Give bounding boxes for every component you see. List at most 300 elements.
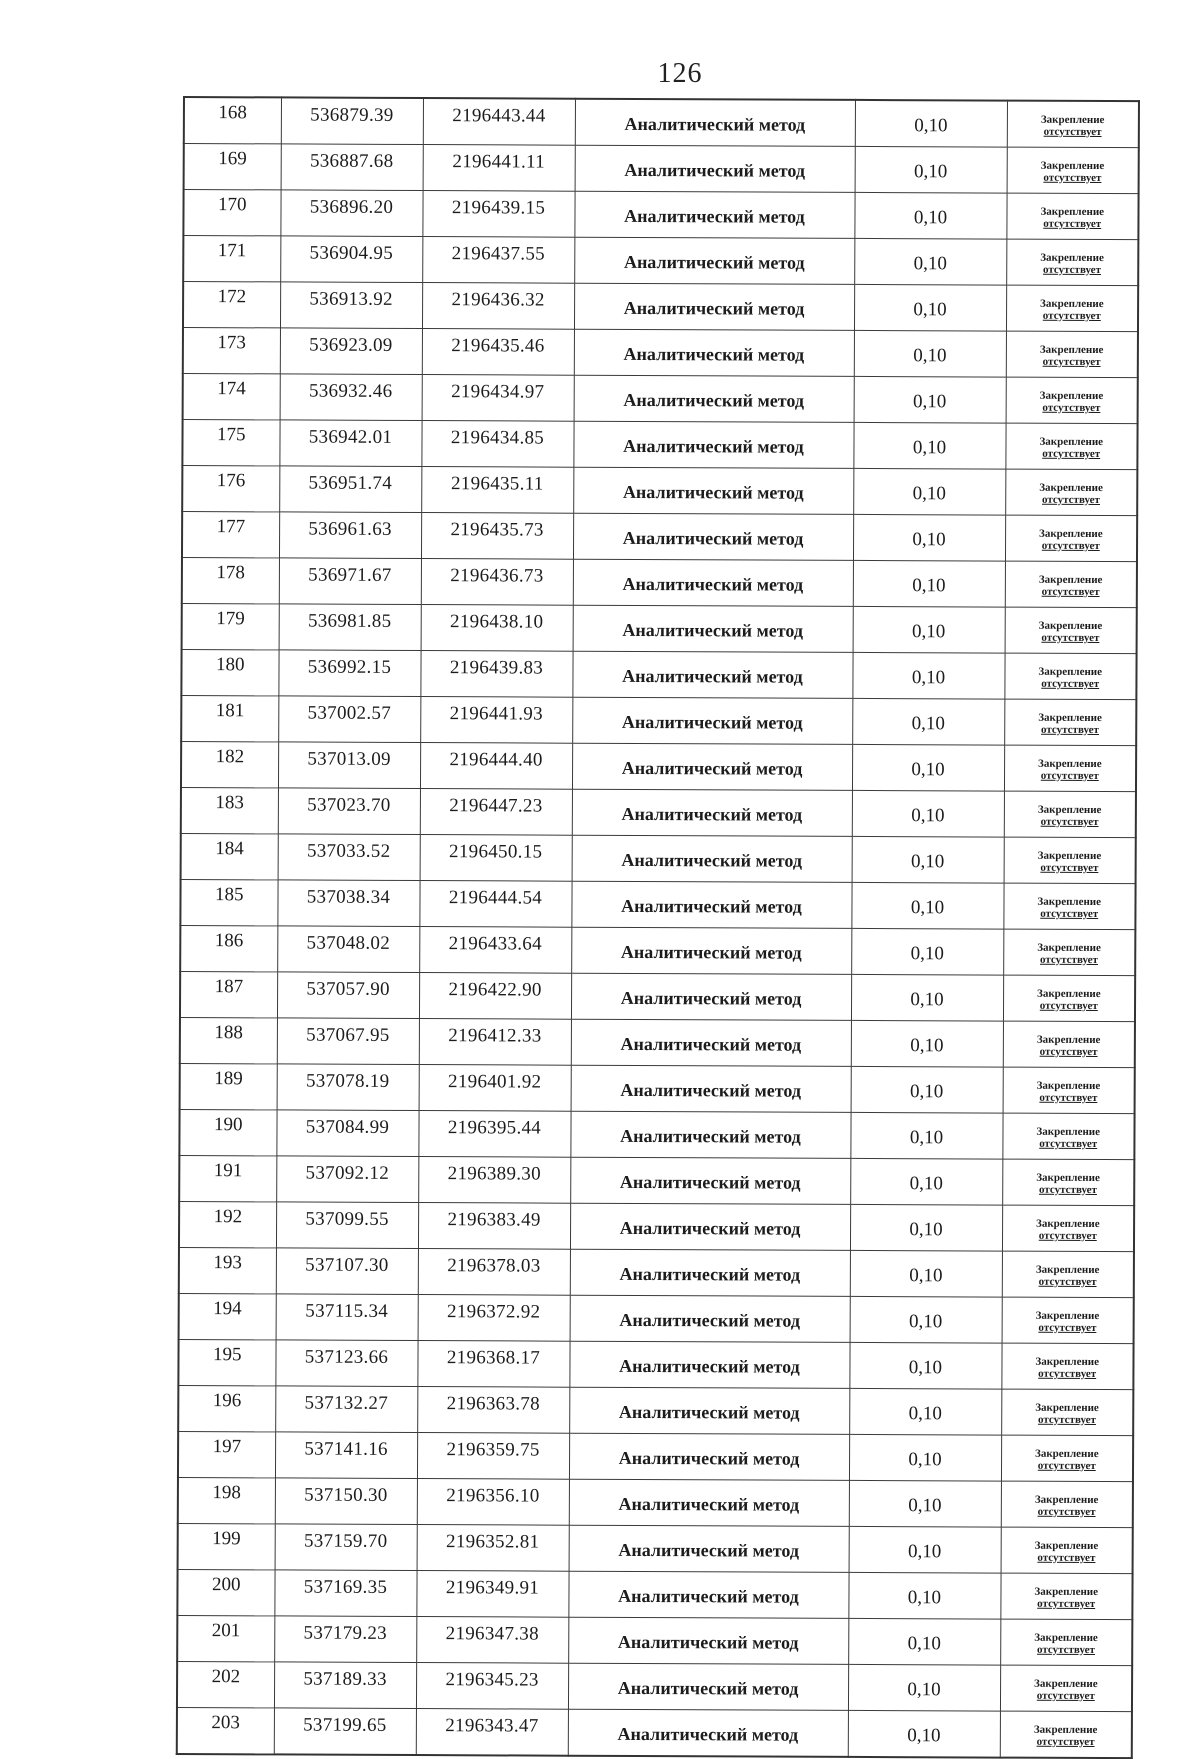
y-coordinate-cell: 2196443.44 xyxy=(423,98,575,145)
fixation-line-2: отсутствует xyxy=(1037,1597,1096,1610)
fixation-line-2: отсутствует xyxy=(1037,1551,1096,1564)
fixation-line-1: Закрепление xyxy=(1039,343,1104,356)
y-coordinate-cell: 2196422.90 xyxy=(419,973,571,1020)
table-row xyxy=(177,1707,1132,1758)
table-row xyxy=(180,1017,1135,1067)
method-cell: Аналитический метод xyxy=(573,605,853,652)
point-number-cell: 182 xyxy=(181,741,278,787)
point-number-cell: 203 xyxy=(177,1707,274,1754)
y-coordinate-cell: 2196439.15 xyxy=(422,191,574,238)
fixation-line-1: Закрепление xyxy=(1035,1447,1099,1460)
x-coordinate-cell: 536942.01 xyxy=(279,420,421,467)
method-cell: Аналитический метод xyxy=(569,1479,849,1526)
fixation-cell xyxy=(1004,653,1136,700)
table-row xyxy=(180,971,1135,1021)
fixation-line-1: Закрепление xyxy=(1035,1355,1100,1368)
fixation-line-1: Закрепление xyxy=(1039,527,1103,540)
accuracy-cell: 0,10 xyxy=(849,1526,1001,1573)
point-number-cell: 173 xyxy=(183,328,280,374)
point-number-cell: 195 xyxy=(178,1339,275,1385)
accuracy-cell: 0,10 xyxy=(853,514,1005,561)
fixation-cell xyxy=(1006,239,1138,286)
method-cell: Аналитический метод xyxy=(570,1203,850,1250)
method-cell: Аналитический метод xyxy=(573,421,853,468)
x-coordinate-cell: 536992.15 xyxy=(278,650,420,697)
table-row xyxy=(180,925,1135,975)
accuracy-cell: 0,10 xyxy=(849,1434,1001,1481)
point-number-cell: 186 xyxy=(180,925,277,971)
fixation-cell xyxy=(1006,285,1138,332)
fixation-line-1: Закрепление xyxy=(1035,1263,1100,1276)
x-coordinate-cell: 537023.70 xyxy=(278,788,420,835)
y-coordinate-cell: 2196434.85 xyxy=(421,421,573,468)
fixation-line-2: отсутствует xyxy=(1041,677,1100,690)
fixation-cell xyxy=(1005,561,1137,608)
fixation-line-2: отсутствует xyxy=(1043,171,1102,184)
point-number-cell: 177 xyxy=(182,512,279,558)
fixation-cell xyxy=(1007,101,1139,148)
fixation-line-2: отсутствует xyxy=(1040,815,1099,828)
fixation-line-1: Закрепление xyxy=(1034,1677,1098,1690)
fixation-line-2: отсутствует xyxy=(1042,309,1101,322)
x-coordinate-cell: 536971.67 xyxy=(279,558,421,605)
fixation-line-1: Закрепление xyxy=(1039,389,1104,402)
x-coordinate-cell: 537038.34 xyxy=(277,880,419,927)
y-coordinate-cell: 2196434.97 xyxy=(422,375,574,422)
fixation-line-2: отсутствует xyxy=(1040,769,1099,782)
table-row xyxy=(178,1477,1133,1527)
fixation-line-1: Закрепление xyxy=(1037,849,1102,862)
point-number-cell: 188 xyxy=(180,1017,277,1063)
point-number-cell: 179 xyxy=(182,603,279,649)
x-coordinate-cell: 537084.99 xyxy=(276,1110,418,1157)
method-cell: Аналитический метод xyxy=(574,329,854,376)
x-coordinate-cell: 537067.95 xyxy=(277,1018,419,1065)
fixation-cell xyxy=(1006,377,1138,424)
point-number-cell: 180 xyxy=(181,649,278,695)
method-cell: Аналитический метод xyxy=(568,1617,848,1664)
fixation-line-1: Закрепление xyxy=(1038,757,1102,770)
point-number-cell: 187 xyxy=(180,971,277,1017)
accuracy-cell: 0,10 xyxy=(852,698,1004,745)
x-coordinate-cell: 536981.85 xyxy=(279,604,421,651)
fixation-line-1: Закрепление xyxy=(1038,573,1103,586)
fixation-cell xyxy=(1001,1435,1133,1482)
fixation-cell xyxy=(1005,515,1137,562)
x-coordinate-cell: 536913.92 xyxy=(280,282,422,329)
x-coordinate-cell: 537002.57 xyxy=(278,696,420,743)
fixation-line-1: Закрепление xyxy=(1038,665,1103,678)
fixation-line-1: Закрепление xyxy=(1038,619,1103,632)
x-coordinate-cell: 537132.27 xyxy=(275,1386,417,1433)
fixation-line-2: отсутствует xyxy=(1039,1137,1098,1150)
y-coordinate-cell: 2196372.92 xyxy=(418,1295,570,1342)
fixation-line-2: отсутствует xyxy=(1041,585,1100,598)
x-coordinate-cell: 537092.12 xyxy=(276,1156,418,1203)
accuracy-cell: 0,10 xyxy=(854,330,1006,377)
fixation-cell xyxy=(1000,1711,1132,1758)
fixation-line-1: Закрепление xyxy=(1036,1217,1100,1230)
accuracy-cell: 0,10 xyxy=(853,606,1005,653)
method-cell: Аналитический метод xyxy=(573,513,853,560)
fixation-cell xyxy=(1004,745,1136,792)
y-coordinate-cell: 2196447.23 xyxy=(420,789,572,836)
accuracy-cell: 0,10 xyxy=(851,1020,1003,1067)
y-coordinate-cell: 2196441.11 xyxy=(423,145,575,192)
y-coordinate-cell: 2196363.78 xyxy=(417,1387,569,1434)
point-number-cell: 170 xyxy=(183,190,280,236)
method-cell: Аналитический метод xyxy=(574,375,854,422)
y-coordinate-cell: 2196352.81 xyxy=(417,1525,569,1572)
fixation-line-1: Закрепление xyxy=(1036,1033,1101,1046)
accuracy-cell: 0,10 xyxy=(849,1342,1001,1389)
method-cell: Аналитический метод xyxy=(571,881,851,928)
point-number-cell: 183 xyxy=(181,787,278,833)
accuracy-cell: 0,10 xyxy=(854,238,1006,285)
point-number-cell: 194 xyxy=(179,1293,276,1339)
x-coordinate-cell: 536879.39 xyxy=(281,97,423,144)
point-number-cell: 196 xyxy=(178,1385,275,1431)
fixation-cell xyxy=(1001,1481,1133,1528)
accuracy-cell: 0,10 xyxy=(851,974,1003,1021)
x-coordinate-cell: 537099.55 xyxy=(276,1202,418,1249)
point-number-cell: 169 xyxy=(184,144,281,190)
y-coordinate-cell: 2196412.33 xyxy=(419,1019,571,1066)
fixation-line-1: Закрепление xyxy=(1037,987,1101,1000)
method-cell: Аналитический метод xyxy=(572,835,852,882)
x-coordinate-cell: 536951.74 xyxy=(279,466,421,513)
fixation-line-2: отсутствует xyxy=(1037,1459,1096,1472)
point-number-cell: 184 xyxy=(181,833,278,879)
method-cell: Аналитический метод xyxy=(568,1663,848,1710)
y-coordinate-cell: 2196435.11 xyxy=(421,467,573,514)
table-row xyxy=(181,787,1136,837)
method-cell: Аналитический метод xyxy=(575,99,855,147)
fixation-line-2: отсутствует xyxy=(1037,1413,1096,1426)
x-coordinate-cell: 537107.30 xyxy=(276,1248,418,1295)
y-coordinate-cell: 2196389.30 xyxy=(418,1157,570,1204)
method-cell: Аналитический метод xyxy=(572,651,852,698)
accuracy-cell: 0,10 xyxy=(853,560,1005,607)
table-row xyxy=(183,236,1138,286)
table-row xyxy=(180,1063,1135,1113)
method-cell: Аналитический метод xyxy=(572,697,852,744)
table-row xyxy=(177,1615,1132,1665)
method-cell: Аналитический метод xyxy=(571,927,851,974)
accuracy-cell: 0,10 xyxy=(850,1112,1002,1159)
fixation-line-2: отсутствует xyxy=(1038,1367,1097,1380)
method-cell: Аналитический метод xyxy=(571,1065,851,1112)
table-row xyxy=(181,695,1136,745)
fixation-line-2: отсутствует xyxy=(1039,1045,1098,1058)
method-cell: Аналитический метод xyxy=(570,1157,850,1204)
method-cell: Аналитический метод xyxy=(570,1249,850,1296)
method-cell: Аналитический метод xyxy=(569,1433,849,1480)
fixation-cell xyxy=(1002,1251,1134,1298)
y-coordinate-cell: 2196359.75 xyxy=(417,1433,569,1480)
point-number-cell: 202 xyxy=(177,1661,274,1707)
accuracy-cell: 0,10 xyxy=(848,1618,1000,1665)
fixation-line-2: отсутствует xyxy=(1038,1321,1097,1334)
table-row xyxy=(177,1661,1132,1711)
y-coordinate-cell: 2196356.10 xyxy=(417,1479,569,1526)
coordinates-table-container xyxy=(176,96,1138,1759)
y-coordinate-cell: 2196450.15 xyxy=(420,835,572,882)
x-coordinate-cell: 537159.70 xyxy=(275,1524,417,1571)
y-coordinate-cell: 2196435.46 xyxy=(422,329,574,376)
y-coordinate-cell: 2196345.23 xyxy=(416,1663,568,1710)
table-row xyxy=(178,1523,1133,1573)
fixation-line-1: Закрепление xyxy=(1035,1401,1099,1414)
point-number-cell: 175 xyxy=(182,420,279,466)
table-row xyxy=(182,512,1137,562)
y-coordinate-cell: 2196436.73 xyxy=(421,559,573,606)
fixation-line-2: отсутствует xyxy=(1040,907,1099,920)
fixation-line-2: отсутствует xyxy=(1039,1091,1098,1104)
accuracy-cell: 0,10 xyxy=(848,1710,1000,1757)
y-coordinate-cell: 2196368.17 xyxy=(417,1341,569,1388)
y-coordinate-cell: 2196441.93 xyxy=(420,697,572,744)
table-row xyxy=(181,833,1136,883)
page-number: 126 xyxy=(657,58,703,89)
x-coordinate-cell: 537057.90 xyxy=(277,972,419,1019)
table-row xyxy=(181,741,1136,791)
x-coordinate-cell: 537189.33 xyxy=(274,1662,416,1709)
fixation-line-1: Закрепление xyxy=(1034,1539,1099,1552)
point-number-cell: 181 xyxy=(181,695,278,741)
fixation-cell xyxy=(1000,1573,1132,1620)
fixation-cell xyxy=(1002,1113,1134,1160)
fixation-line-1: Закрепление xyxy=(1039,435,1104,448)
fixation-line-2: отсутствует xyxy=(1036,1643,1095,1656)
point-number-cell: 185 xyxy=(180,879,277,925)
method-cell: Аналитический метод xyxy=(573,467,853,514)
fixation-line-1: Закрепление xyxy=(1040,159,1105,172)
x-coordinate-cell: 537150.30 xyxy=(275,1478,417,1525)
x-coordinate-cell: 537013.09 xyxy=(278,742,420,789)
point-number-cell: 168 xyxy=(184,97,281,144)
fixation-cell xyxy=(1005,423,1137,470)
y-coordinate-cell: 2196438.10 xyxy=(421,605,573,652)
fixation-line-2: отсутствует xyxy=(1042,447,1101,460)
table-row xyxy=(183,328,1138,378)
accuracy-cell: 0,10 xyxy=(852,836,1004,883)
fixation-cell xyxy=(1003,975,1135,1022)
fixation-line-1: Закрепление xyxy=(1039,481,1103,494)
fixation-line-1: Закрепление xyxy=(1036,1079,1101,1092)
table-row xyxy=(184,144,1139,194)
fixation-line-2: отсутствует xyxy=(1041,539,1100,552)
accuracy-cell: 0,10 xyxy=(853,468,1005,515)
method-cell: Аналитический метод xyxy=(571,973,851,1020)
table-row xyxy=(184,97,1139,148)
point-number-cell: 192 xyxy=(179,1201,276,1247)
fixation-cell xyxy=(1000,1619,1132,1666)
fixation-cell xyxy=(1006,193,1138,240)
fixation-cell xyxy=(1004,791,1136,838)
fixation-line-2: отсутствует xyxy=(1043,125,1102,138)
fixation-line-2: отсутствует xyxy=(1038,1229,1097,1242)
x-coordinate-cell: 537115.34 xyxy=(276,1294,418,1341)
coordinates-table xyxy=(176,96,1140,1759)
method-cell: Аналитический метод xyxy=(569,1525,849,1572)
y-coordinate-cell: 2196401.92 xyxy=(419,1065,571,1112)
accuracy-cell: 0,10 xyxy=(855,100,1007,147)
accuracy-cell: 0,10 xyxy=(850,1250,1002,1297)
method-cell: Аналитический метод xyxy=(572,743,852,790)
fixation-line-1: Закрепление xyxy=(1036,1171,1100,1184)
accuracy-cell: 0,10 xyxy=(848,1664,1000,1711)
fixation-line-1: Закрепление xyxy=(1040,251,1104,264)
y-coordinate-cell: 2196378.03 xyxy=(418,1249,570,1296)
x-coordinate-cell: 537169.35 xyxy=(274,1570,416,1617)
fixation-line-2: отсутствует xyxy=(1042,355,1101,368)
fixation-line-2: отсутствует xyxy=(1039,953,1099,966)
fixation-line-2: отсутствует xyxy=(1040,723,1100,736)
y-coordinate-cell: 2196437.55 xyxy=(422,237,574,284)
fixation-cell xyxy=(1002,1297,1134,1344)
fixation-cell xyxy=(1004,837,1136,884)
fixation-line-1: Закрепление xyxy=(1040,205,1105,218)
fixation-line-2: отсутствует xyxy=(1042,401,1101,414)
fixation-line-2: отсутствует xyxy=(1041,493,1101,506)
table-row xyxy=(183,190,1138,240)
point-number-cell: 171 xyxy=(183,236,280,282)
x-coordinate-cell: 536961.63 xyxy=(279,512,421,559)
method-cell: Аналитический метод xyxy=(574,191,854,238)
fixation-cell xyxy=(1002,1159,1134,1206)
fixation-line-2: отсутствует xyxy=(1040,861,1099,874)
point-number-cell: 172 xyxy=(183,282,280,328)
table-row xyxy=(182,558,1137,608)
table-row xyxy=(179,1247,1134,1297)
x-coordinate-cell: 537078.19 xyxy=(277,1064,419,1111)
point-number-cell: 189 xyxy=(180,1063,277,1109)
fixation-cell xyxy=(1003,1067,1135,1114)
fixation-line-2: отсутствует xyxy=(1036,1689,1095,1702)
method-cell: Аналитический метод xyxy=(574,237,854,284)
x-coordinate-cell: 536904.95 xyxy=(280,236,422,283)
fixation-line-1: Закрепление xyxy=(1036,1125,1101,1138)
fixation-line-2: отсутствует xyxy=(1038,1183,1097,1196)
y-coordinate-cell: 2196347.38 xyxy=(416,1617,568,1664)
method-cell: Аналитический метод xyxy=(572,789,852,836)
fixation-line-2: отсутствует xyxy=(1038,1275,1097,1288)
fixation-cell xyxy=(1003,883,1135,930)
method-cell: Аналитический метод xyxy=(571,1019,851,1066)
fixation-line-1: Закрепление xyxy=(1034,1493,1099,1506)
fixation-cell xyxy=(1001,1389,1133,1436)
x-coordinate-cell: 536932.46 xyxy=(280,374,422,421)
fixation-cell xyxy=(1007,147,1139,194)
fixation-line-1: Закрепление xyxy=(1033,1723,1098,1736)
fixation-cell xyxy=(1006,331,1138,378)
x-coordinate-cell: 536923.09 xyxy=(280,328,422,375)
fixation-line-2: отсутствует xyxy=(1041,631,1100,644)
accuracy-cell: 0,10 xyxy=(849,1388,1001,1435)
method-cell: Аналитический метод xyxy=(575,145,855,192)
accuracy-cell: 0,10 xyxy=(850,1296,1002,1343)
table-row xyxy=(179,1155,1134,1205)
fixation-cell xyxy=(1003,1021,1135,1068)
accuracy-cell: 0,10 xyxy=(854,376,1006,423)
table-row xyxy=(177,1569,1132,1619)
point-number-cell: 191 xyxy=(179,1155,276,1201)
x-coordinate-cell: 536896.20 xyxy=(280,190,422,237)
accuracy-cell: 0,10 xyxy=(854,284,1006,331)
accuracy-cell: 0,10 xyxy=(850,1158,1002,1205)
fixation-cell xyxy=(1005,469,1137,516)
y-coordinate-cell: 2196383.49 xyxy=(418,1203,570,1250)
x-coordinate-cell: 537048.02 xyxy=(277,926,419,973)
table-row xyxy=(179,1293,1134,1343)
accuracy-cell: 0,10 xyxy=(852,790,1004,837)
method-cell: Аналитический метод xyxy=(573,559,853,606)
method-cell: Аналитический метод xyxy=(568,1709,848,1757)
x-coordinate-cell: 537033.52 xyxy=(278,834,420,881)
method-cell: Аналитический метод xyxy=(570,1295,850,1342)
table-row xyxy=(182,603,1137,653)
table-row xyxy=(182,420,1137,470)
x-coordinate-cell: 537123.66 xyxy=(275,1340,417,1387)
table-row xyxy=(179,1109,1134,1159)
method-cell: Аналитический метод xyxy=(569,1387,849,1434)
x-coordinate-cell: 537199.65 xyxy=(274,1708,416,1755)
method-cell: Аналитический метод xyxy=(568,1571,848,1618)
accuracy-cell: 0,10 xyxy=(851,882,1003,929)
y-coordinate-cell: 2196433.64 xyxy=(419,927,571,974)
accuracy-cell: 0,10 xyxy=(853,422,1005,469)
accuracy-cell: 0,10 xyxy=(851,1066,1003,1113)
point-number-cell: 193 xyxy=(179,1247,276,1293)
fixation-line-1: Закрепление xyxy=(1034,1585,1099,1598)
fixation-line-1: Закрепление xyxy=(1037,895,1102,908)
accuracy-cell: 0,10 xyxy=(852,744,1004,791)
accuracy-cell: 0,10 xyxy=(849,1480,1001,1527)
fixation-cell xyxy=(1002,1205,1134,1252)
point-number-cell: 200 xyxy=(177,1569,274,1615)
fixation-cell xyxy=(1001,1527,1133,1574)
fixation-line-2: отсутствует xyxy=(1043,217,1102,230)
fixation-line-1: Закрепление xyxy=(1037,941,1101,954)
fixation-line-1: Закрепление xyxy=(1040,113,1105,126)
point-number-cell: 199 xyxy=(178,1523,275,1569)
y-coordinate-cell: 2196349.91 xyxy=(416,1571,568,1618)
method-cell: Аналитический метод xyxy=(570,1111,850,1158)
accuracy-cell: 0,10 xyxy=(854,192,1006,239)
table-row xyxy=(178,1431,1133,1481)
fixation-line-1: Закрепление xyxy=(1034,1631,1098,1644)
fixation-line-1: Закрепление xyxy=(1037,803,1102,816)
fixation-cell xyxy=(1004,699,1136,746)
y-coordinate-cell: 2196444.40 xyxy=(420,743,572,790)
fixation-line-2: отсутствует xyxy=(1037,1505,1096,1518)
table-row xyxy=(181,649,1136,699)
y-coordinate-cell: 2196444.54 xyxy=(419,881,571,928)
method-cell: Аналитический метод xyxy=(569,1341,849,1388)
method-cell: Аналитический метод xyxy=(574,283,854,330)
point-number-cell: 197 xyxy=(178,1431,275,1477)
accuracy-cell: 0,10 xyxy=(855,146,1007,193)
fixation-line-2: отсутствует xyxy=(1039,999,1098,1012)
fixation-cell xyxy=(1001,1343,1133,1390)
table-row xyxy=(180,879,1135,929)
accuracy-cell: 0,10 xyxy=(850,1204,1002,1251)
accuracy-cell: 0,10 xyxy=(848,1572,1000,1619)
y-coordinate-cell: 2196395.44 xyxy=(418,1111,570,1158)
y-coordinate-cell: 2196435.73 xyxy=(421,513,573,560)
x-coordinate-cell: 536887.68 xyxy=(281,144,423,191)
